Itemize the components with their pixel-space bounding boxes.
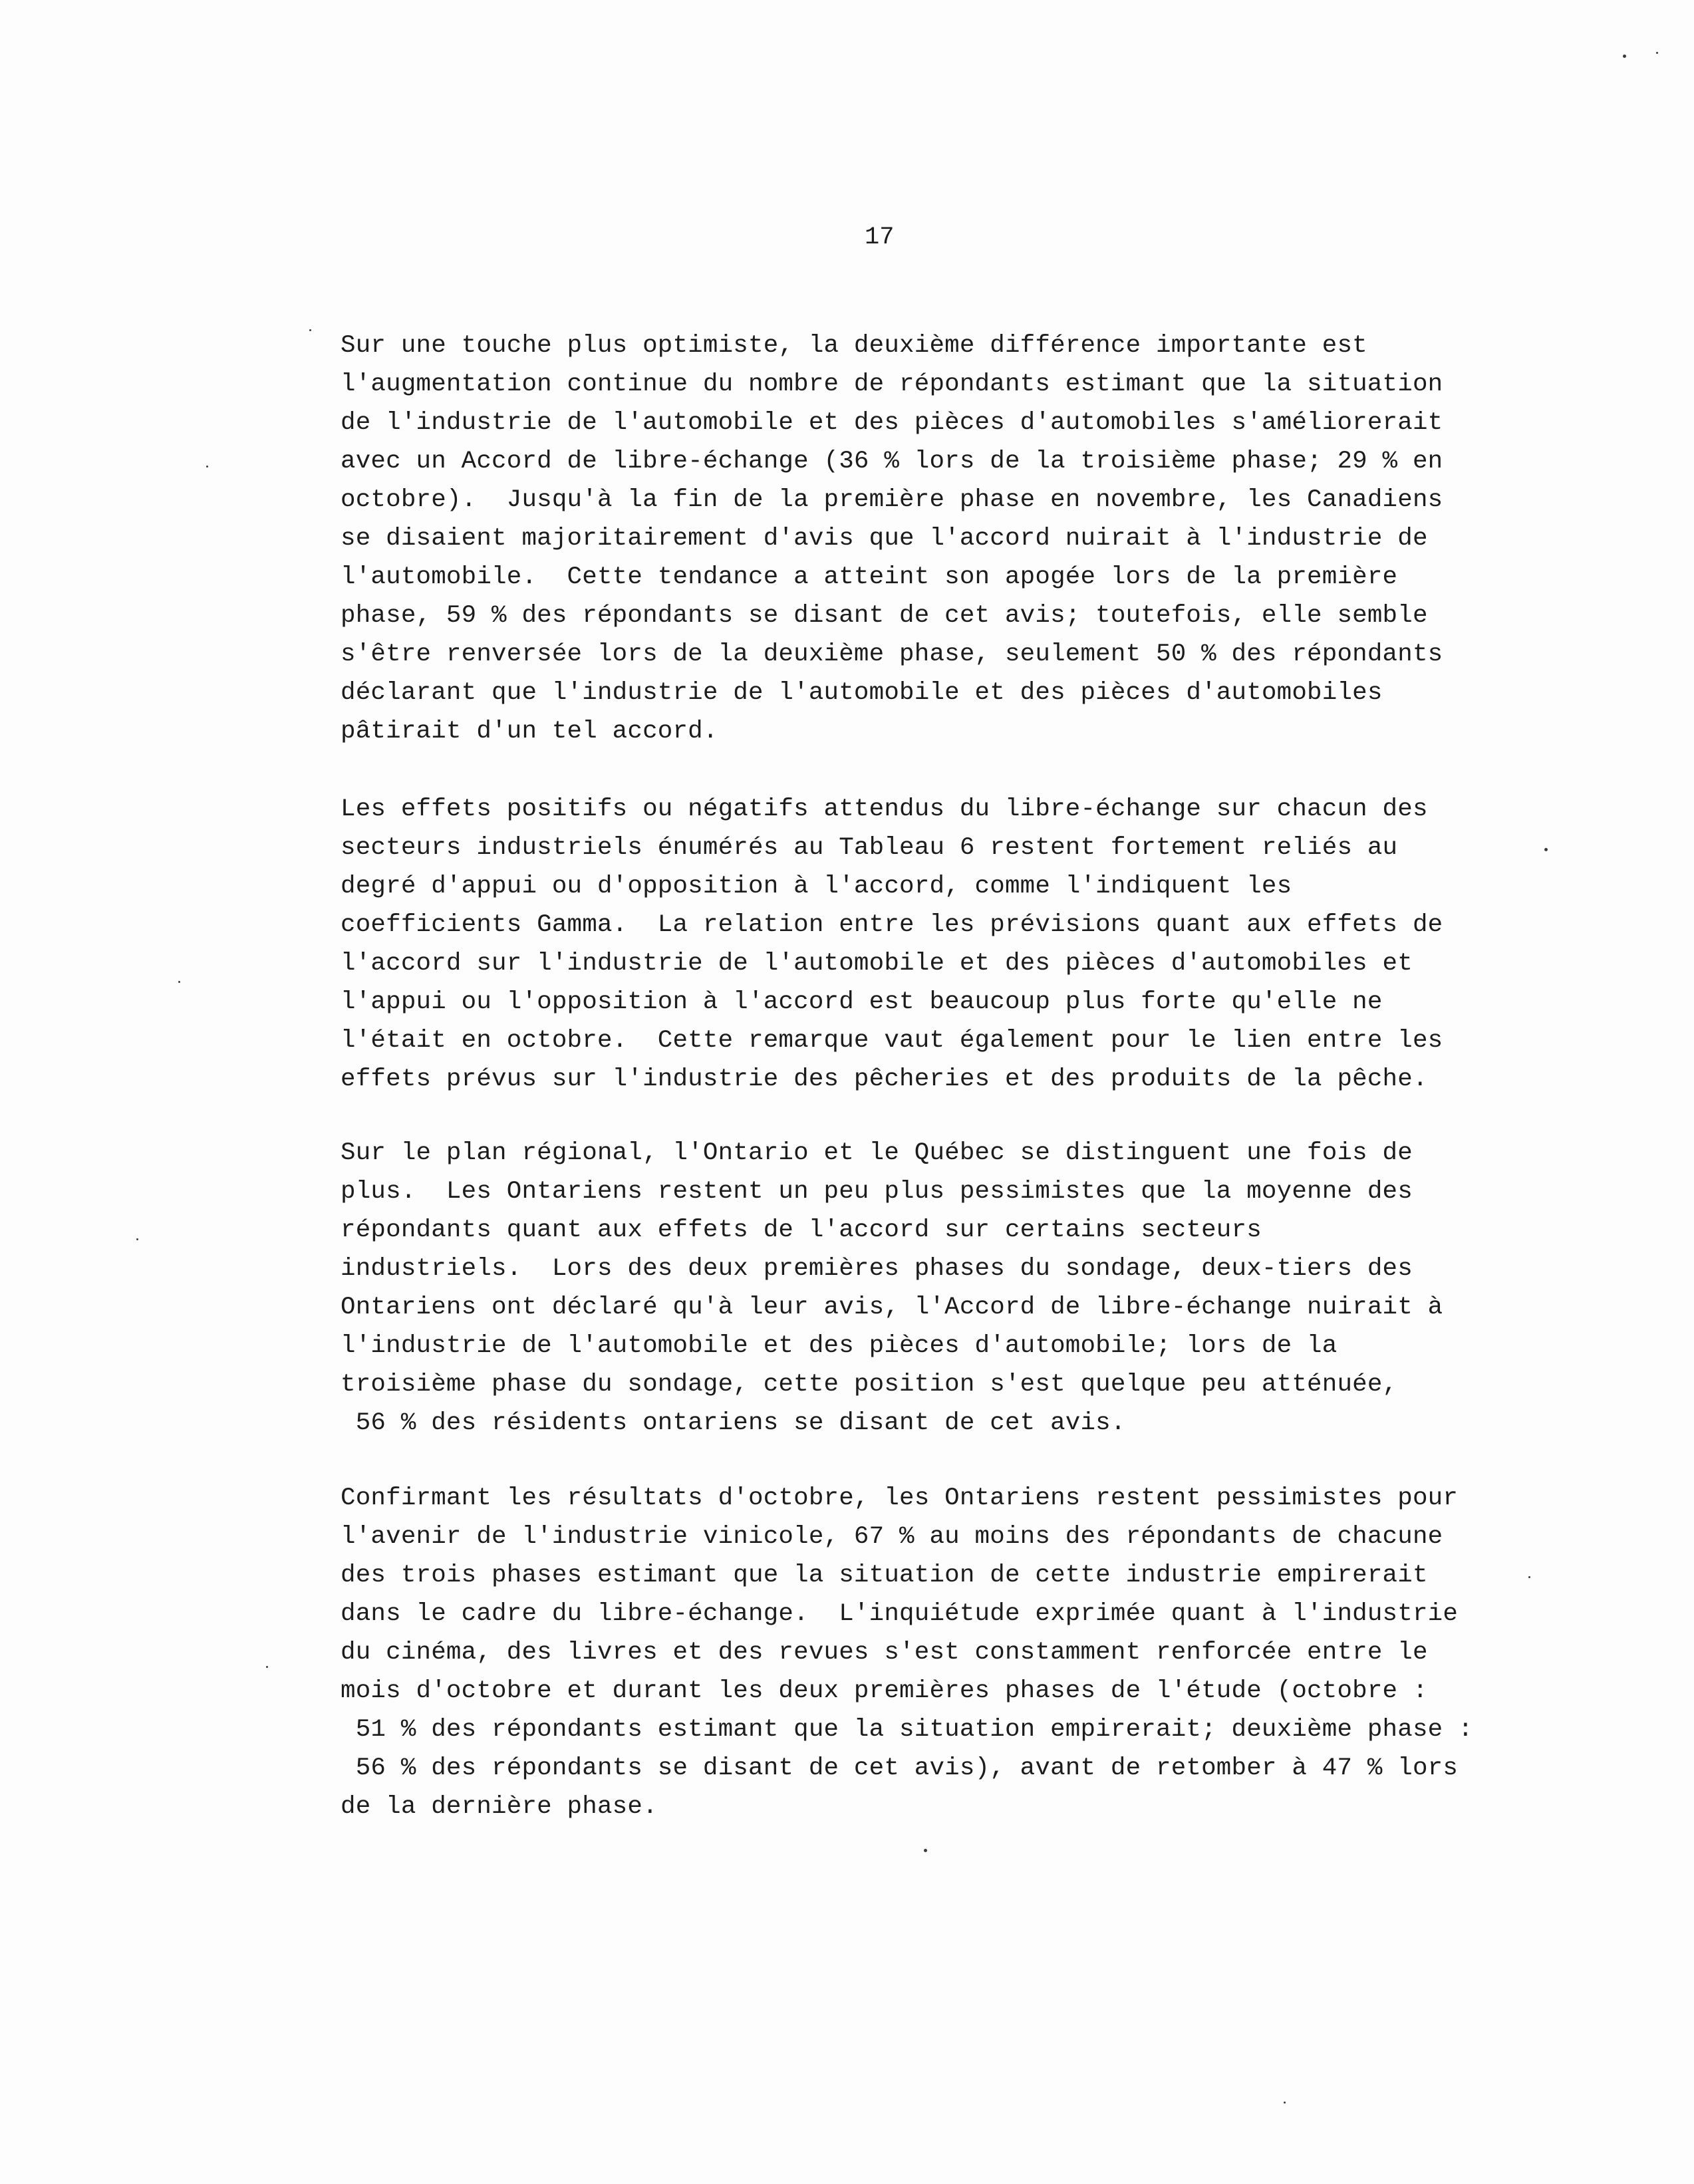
text-line: Ontariens ont déclaré qu'à leur avis, l'Accord de libre-échange nuirait à bbox=[341, 1294, 1443, 1321]
text-line: l'augmentation continue du nombre de répondants estimant que la situation bbox=[341, 370, 1443, 398]
text-line: 51 % des répondants estimant que la situation empirerait; deuxième phase : bbox=[341, 1716, 1473, 1744]
text-line: octobre). Jusqu'à la fin de la première phase en novembre, les Canadiens bbox=[341, 486, 1443, 514]
text-line: 56 % des répondants se disant de cet avis), avant de retomber à 47 % lors bbox=[341, 1754, 1459, 1782]
scan-speck bbox=[1623, 55, 1626, 58]
text-line: secteurs industriels énumérés au Tableau 6 restent fortement reliés au bbox=[341, 834, 1398, 862]
text-line: troisième phase du sondage, cette position s'est quelque peu atténuée, bbox=[341, 1371, 1398, 1399]
text-line: de la dernière phase. bbox=[341, 1793, 658, 1821]
paragraph-2 bbox=[341, 790, 1538, 1099]
scan-speck bbox=[309, 329, 311, 331]
text-line: coefficients Gamma. La relation entre les prévisions quant aux effets de bbox=[341, 911, 1443, 939]
scan-speck bbox=[1284, 2102, 1286, 2104]
text-line: dans le cadre du libre-échange. L'inquiétude exprimée quant à l'industrie bbox=[341, 1600, 1459, 1628]
text-line: des trois phases estimant que la situation de cette industrie empirerait bbox=[341, 1562, 1428, 1589]
text-line: l'accord sur l'industrie de l'automobile et des pièces d'automobiles et bbox=[341, 950, 1413, 978]
text-line: déclarant que l'industrie de l'automobile et des pièces d'automobiles bbox=[341, 679, 1383, 707]
text-line: l'automobile. Cette tendance a atteint son apogée lors de la première bbox=[341, 563, 1398, 591]
paragraph-3 bbox=[341, 1134, 1538, 1442]
text-line: du cinéma, des livres et des revues s'est constamment renforcée entre le bbox=[341, 1639, 1428, 1667]
text-line: Sur une touche plus optimiste, la deuxième différence importante est bbox=[341, 332, 1367, 360]
page-number: 17 bbox=[865, 223, 895, 251]
text-line: industriels. Lors des deux premières phases du sondage, deux-tiers des bbox=[341, 1255, 1413, 1283]
text-line: degré d'appui ou d'opposition à l'accord, comme l'indiquent les bbox=[341, 873, 1292, 900]
text-line: l'avenir de l'industrie vinicole, 67 % au moins des répondants de chacune bbox=[341, 1523, 1443, 1551]
scan-speck bbox=[178, 981, 180, 983]
scan-speck bbox=[1656, 52, 1658, 54]
text-line: de l'industrie de l'automobile et des pièces d'automobiles s'améliorerait bbox=[341, 409, 1443, 437]
text-line: mois d'octobre et durant les deux premières phases de l'étude (octobre : bbox=[341, 1677, 1428, 1705]
text-line: phase, 59 % des répondants se disant de cet avis; toutefois, elle semble bbox=[341, 602, 1428, 630]
text-line: pâtirait d'un tel accord. bbox=[341, 718, 718, 746]
scan-speck bbox=[924, 1849, 927, 1852]
text-line: Confirmant les résultats d'octobre, les Ontariens restent pessimistes pour bbox=[341, 1484, 1459, 1512]
scan-speck bbox=[1528, 1576, 1530, 1578]
text-line: Sur le plan régional, l'Ontario et le Québec se distinguent une fois de bbox=[341, 1139, 1413, 1167]
text-line: répondants quant aux effets de l'accord sur certains secteurs bbox=[341, 1216, 1262, 1244]
text-line: l'industrie de l'automobile et des pièces d'automobile; lors de la bbox=[341, 1332, 1338, 1360]
paragraph-4 bbox=[341, 1479, 1538, 1826]
text-line: Les effets positifs ou négatifs attendus du libre-échange sur chacun des bbox=[341, 795, 1428, 823]
text-line: plus. Les Ontariens restent un peu plus pessimistes que la moyenne des bbox=[341, 1178, 1413, 1206]
scan-speck bbox=[266, 1666, 268, 1668]
scan-speck bbox=[1544, 848, 1548, 851]
text-line: 56 % des résidents ontariens se disant de cet avis. bbox=[341, 1409, 1126, 1437]
text-line: s'être renversée lors de la deuxième phase, seulement 50 % des répondants bbox=[341, 640, 1443, 668]
scan-speck bbox=[206, 466, 208, 468]
text-line: l'appui ou l'opposition à l'accord est beaucoup plus forte qu'elle ne bbox=[341, 988, 1383, 1016]
text-line: l'était en octobre. Cette remarque vaut également pour le lien entre les bbox=[341, 1027, 1443, 1055]
text-line: se disaient majoritairement d'avis que l'accord nuirait à l'industrie de bbox=[341, 525, 1428, 553]
paragraph-1 bbox=[341, 327, 1538, 751]
text-line: avec un Accord de libre-échange (36 % lors de la troisième phase; 29 % en bbox=[341, 448, 1443, 476]
text-line: effets prévus sur l'industrie des pêcheries et des produits de la pêche. bbox=[341, 1065, 1428, 1093]
scan-speck bbox=[136, 1238, 138, 1240]
